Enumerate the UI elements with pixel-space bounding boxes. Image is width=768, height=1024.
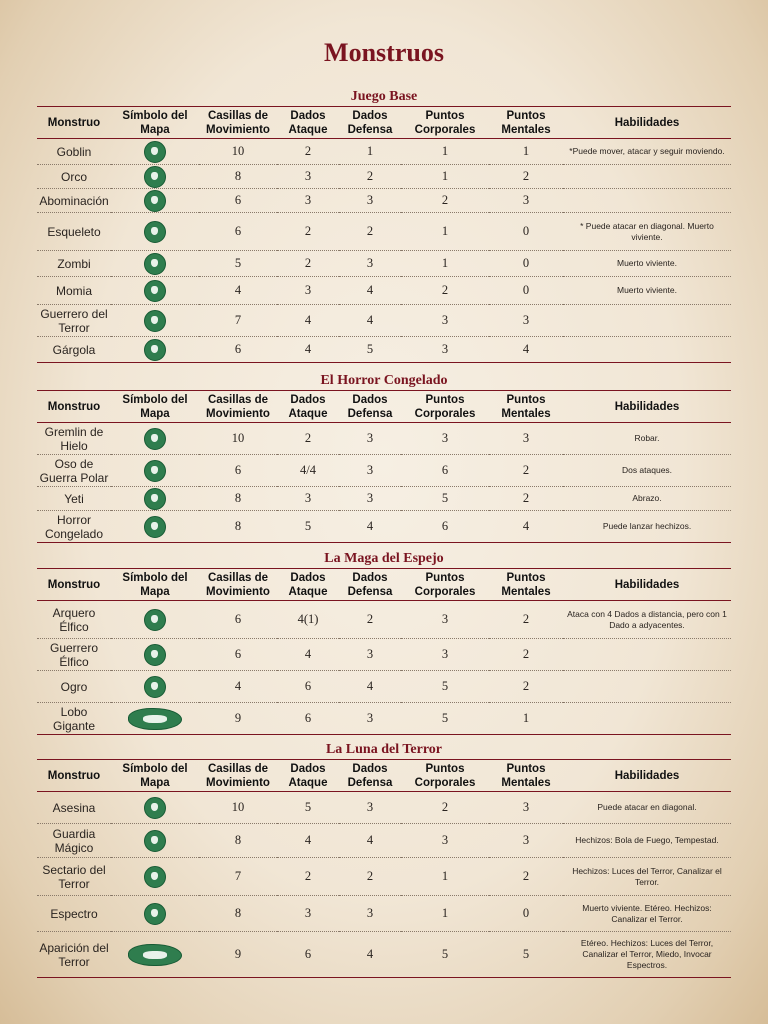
abilities-text: * Puede atacar en diagonal. Muerto viviente. — [563, 213, 731, 251]
defense-dice-value: 4 — [339, 824, 401, 858]
mind-points-value: 0 — [489, 896, 563, 932]
map-symbol-cell — [111, 703, 199, 735]
abilities-text: Muerto viviente. — [563, 251, 731, 277]
body-points-value: 3 — [401, 639, 489, 671]
body-points-value: 2 — [401, 792, 489, 824]
defense-dice-value: 2 — [339, 601, 401, 639]
column-header: Puntos Mentales — [501, 571, 551, 598]
column-header: Dados Ataque — [288, 571, 328, 598]
dread-warrior-icon — [144, 310, 166, 332]
section-title: La Maga del Espejo — [324, 551, 444, 566]
abilities-text: Hechizos: Bola de Fuego, Tempestad. — [563, 824, 731, 858]
column-header: Dados Defensa — [347, 109, 393, 136]
body-points-value: 3 — [401, 601, 489, 639]
movement-value: 6 — [199, 455, 277, 487]
ogre-icon — [144, 676, 166, 698]
body-points-value: 3 — [401, 824, 489, 858]
frozen-horror-icon — [144, 516, 166, 538]
mind-points-value: 3 — [489, 305, 563, 337]
abomination-icon — [144, 190, 166, 212]
orc-icon — [144, 166, 166, 188]
table-row — [37, 703, 731, 735]
column-header: Monstruo — [47, 400, 101, 413]
attack-dice-value: 4 — [277, 305, 339, 337]
movement-value: 8 — [199, 824, 277, 858]
movement-value: 7 — [199, 858, 277, 896]
body-points-value: 5 — [401, 932, 489, 978]
map-symbol-cell — [111, 858, 199, 896]
abilities-text — [563, 671, 731, 703]
column-header: Casillas de Movimiento — [206, 109, 270, 136]
column-header: Monstruo — [47, 769, 101, 782]
elf-archer-icon — [144, 609, 166, 631]
column-header: Habilidades — [614, 400, 680, 413]
map-symbol-cell — [111, 139, 199, 165]
defense-dice-value: 3 — [339, 455, 401, 487]
movement-value: 5 — [199, 251, 277, 277]
monster-name: Oso de Guerra Polar — [37, 455, 111, 487]
movement-value: 10 — [199, 792, 277, 824]
body-points-value: 1 — [401, 251, 489, 277]
mummy-icon — [144, 280, 166, 302]
monster-table — [37, 106, 731, 363]
defense-dice-value: 3 — [339, 189, 401, 213]
mind-points-value: 4 — [489, 337, 563, 363]
map-symbol-cell — [111, 511, 199, 543]
defense-dice-value: 2 — [339, 165, 401, 189]
table-row — [37, 337, 731, 363]
column-header: Dados Defensa — [347, 393, 393, 420]
mind-points-value: 3 — [489, 423, 563, 455]
movement-value: 10 — [199, 139, 277, 165]
map-symbol-cell — [111, 305, 199, 337]
table-row — [37, 896, 731, 932]
attack-dice-value: 3 — [277, 189, 339, 213]
abilities-text — [563, 337, 731, 363]
monster-name: Yeti — [37, 487, 111, 511]
defense-dice-value: 3 — [339, 792, 401, 824]
map-symbol-cell — [111, 639, 199, 671]
column-header: Monstruo — [47, 116, 101, 129]
body-points-value: 1 — [401, 139, 489, 165]
ice-gremlin-icon — [144, 428, 166, 450]
monster-name: Orco — [37, 165, 111, 189]
column-header: Puntos Corporales — [414, 762, 476, 789]
table-row — [37, 858, 731, 896]
column-header: Puntos Corporales — [414, 571, 476, 598]
column-header: Dados Ataque — [288, 393, 328, 420]
column-header: Casillas de Movimiento — [206, 571, 270, 598]
table-row — [37, 305, 731, 337]
body-points-value: 6 — [401, 455, 489, 487]
cultist-icon — [144, 866, 166, 888]
mind-points-value: 1 — [489, 703, 563, 735]
table-row — [37, 824, 731, 858]
defense-dice-value: 3 — [339, 639, 401, 671]
monster-name: Esqueleto — [37, 213, 111, 251]
page-title: Monstruos — [324, 38, 444, 67]
monster-table — [37, 568, 731, 735]
monster-name: Gremlin de Hielo — [37, 423, 111, 455]
map-symbol-cell — [111, 824, 199, 858]
monster-name: Arquero Élfico — [37, 601, 111, 639]
abilities-text: Muerto viviente. Etéreo. Hechizos: Canalizar el Terror. — [563, 896, 731, 932]
giant-wolf-icon — [128, 708, 182, 730]
mind-points-value: 3 — [489, 792, 563, 824]
movement-value: 9 — [199, 703, 277, 735]
movement-value: 9 — [199, 932, 277, 978]
table-row — [37, 511, 731, 543]
table-row — [37, 213, 731, 251]
column-header: Casillas de Movimiento — [206, 393, 270, 420]
movement-value: 6 — [199, 213, 277, 251]
attack-dice-value: 6 — [277, 703, 339, 735]
table-row — [37, 455, 731, 487]
map-symbol-cell — [111, 277, 199, 305]
defense-dice-value: 4 — [339, 511, 401, 543]
abilities-text: Muerto viviente. — [563, 277, 731, 305]
yeti-icon — [144, 488, 166, 510]
table-row — [37, 165, 731, 189]
monster-section — [37, 741, 731, 978]
table-row — [37, 139, 731, 165]
column-header: Símbolo del Mapa — [122, 571, 188, 598]
monster-name: Zombi — [37, 251, 111, 277]
attack-dice-value: 3 — [277, 277, 339, 305]
defense-dice-value: 3 — [339, 251, 401, 277]
column-header: Dados Defensa — [347, 762, 393, 789]
map-symbol-cell — [111, 213, 199, 251]
movement-value: 6 — [199, 189, 277, 213]
table-row — [37, 601, 731, 639]
table-row — [37, 671, 731, 703]
body-points-value: 1 — [401, 165, 489, 189]
monster-name: Guerrero Élfico — [37, 639, 111, 671]
defense-dice-value: 3 — [339, 487, 401, 511]
defense-dice-value: 1 — [339, 139, 401, 165]
abilities-text — [563, 639, 731, 671]
movement-value: 8 — [199, 165, 277, 189]
map-symbol-cell — [111, 601, 199, 639]
monster-name: Guerrero del Terror — [37, 305, 111, 337]
assassin-icon — [144, 797, 166, 819]
abilities-text — [563, 189, 731, 213]
mind-points-value: 0 — [489, 213, 563, 251]
abilities-text: Etéreo. Hechizos: Luces del Terror, Canalizar el Terror, Miedo, Invocar Espectros. — [563, 932, 731, 978]
attack-dice-value: 2 — [277, 251, 339, 277]
defense-dice-value: 3 — [339, 703, 401, 735]
abilities-text — [563, 703, 731, 735]
monster-section — [37, 372, 731, 543]
map-symbol-cell — [111, 671, 199, 703]
abilities-text: Hechizos: Luces del Terror, Canalizar el Terror. — [563, 858, 731, 896]
body-points-value: 1 — [401, 213, 489, 251]
table-row — [37, 932, 731, 978]
column-header: Símbolo del Mapa — [122, 109, 188, 136]
body-points-value: 2 — [401, 277, 489, 305]
mind-points-value: 3 — [489, 824, 563, 858]
column-header: Habilidades — [614, 578, 680, 591]
elf-warrior-icon — [144, 644, 166, 666]
table-row — [37, 639, 731, 671]
monster-name: Lobo Gigante — [37, 703, 111, 735]
attack-dice-value: 3 — [277, 487, 339, 511]
monster-name: Abominación — [37, 189, 111, 213]
mind-points-value: 2 — [489, 487, 563, 511]
body-points-value: 5 — [401, 671, 489, 703]
map-symbol-cell — [111, 455, 199, 487]
map-symbol-cell — [111, 487, 199, 511]
column-header: Dados Ataque — [288, 762, 328, 789]
attack-dice-value: 4(1) — [277, 601, 339, 639]
attack-dice-value: 2 — [277, 423, 339, 455]
attack-dice-value: 4 — [277, 639, 339, 671]
body-points-value: 5 — [401, 703, 489, 735]
mind-points-value: 5 — [489, 932, 563, 978]
movement-value: 4 — [199, 277, 277, 305]
attack-dice-value: 4 — [277, 824, 339, 858]
monster-name: Horror Congelado — [37, 511, 111, 543]
monster-name: Goblin — [37, 139, 111, 165]
body-points-value: 5 — [401, 487, 489, 511]
table-row — [37, 189, 731, 213]
monster-section — [37, 88, 731, 363]
map-symbol-cell — [111, 165, 199, 189]
abilities-text — [563, 165, 731, 189]
column-header: Símbolo del Mapa — [122, 393, 188, 420]
attack-dice-value: 4 — [277, 337, 339, 363]
abilities-text: Dos ataques. — [563, 455, 731, 487]
section-title: Juego Base — [350, 89, 418, 104]
zombie-icon — [144, 253, 166, 275]
column-header: Habilidades — [614, 769, 680, 782]
map-symbol-cell — [111, 251, 199, 277]
movement-value: 8 — [199, 487, 277, 511]
abilities-text: *Puede mover, atacar y seguir moviendo. — [563, 139, 731, 165]
body-points-value: 6 — [401, 511, 489, 543]
column-header: Puntos Mentales — [501, 762, 551, 789]
body-points-value: 3 — [401, 423, 489, 455]
body-points-value: 1 — [401, 858, 489, 896]
monster-name: Guardia Mágico — [37, 824, 111, 858]
map-symbol-cell — [111, 337, 199, 363]
map-symbol-cell — [111, 423, 199, 455]
monster-name: Aparición del Terror — [37, 932, 111, 978]
attack-dice-value: 2 — [277, 858, 339, 896]
attack-dice-value: 5 — [277, 511, 339, 543]
skeleton-icon — [144, 221, 166, 243]
mind-points-value: 0 — [489, 251, 563, 277]
abilities-text — [563, 305, 731, 337]
movement-value: 10 — [199, 423, 277, 455]
dread-apparition-icon — [128, 944, 182, 966]
monster-name: Sectario del Terror — [37, 858, 111, 896]
defense-dice-value: 2 — [339, 858, 401, 896]
column-header: Dados Defensa — [347, 571, 393, 598]
table-row — [37, 251, 731, 277]
mind-points-value: 2 — [489, 455, 563, 487]
defense-dice-value: 4 — [339, 932, 401, 978]
mind-points-value: 2 — [489, 639, 563, 671]
map-symbol-cell — [111, 896, 199, 932]
defense-dice-value: 4 — [339, 671, 401, 703]
map-symbol-cell — [111, 792, 199, 824]
table-row — [37, 423, 731, 455]
mind-points-value: 2 — [489, 165, 563, 189]
attack-dice-value: 6 — [277, 932, 339, 978]
table-row — [37, 277, 731, 305]
attack-dice-value: 3 — [277, 896, 339, 932]
movement-value: 6 — [199, 337, 277, 363]
defense-dice-value: 4 — [339, 305, 401, 337]
goblin-icon — [144, 141, 166, 163]
attack-dice-value: 4/4 — [277, 455, 339, 487]
abilities-text: Ataca con 4 Dados a distancia, pero con 1 Dado a adyacentes. — [563, 601, 731, 639]
mind-points-value: 2 — [489, 858, 563, 896]
specter-icon — [144, 903, 166, 925]
column-header: Puntos Corporales — [414, 393, 476, 420]
defense-dice-value: 2 — [339, 213, 401, 251]
column-header: Puntos Mentales — [501, 393, 551, 420]
mind-points-value: 4 — [489, 511, 563, 543]
monster-name: Gárgola — [37, 337, 111, 363]
mind-points-value: 2 — [489, 671, 563, 703]
monster-table — [37, 390, 731, 543]
movement-value: 8 — [199, 896, 277, 932]
monster-section — [37, 550, 731, 735]
section-title: La Luna del Terror — [325, 742, 443, 757]
abilities-text: Puede atacar en diagonal. — [563, 792, 731, 824]
body-points-value: 3 — [401, 337, 489, 363]
monster-name: Asesina — [37, 792, 111, 824]
abilities-text: Robar. — [563, 423, 731, 455]
table-row — [37, 487, 731, 511]
polar-bear-icon — [144, 460, 166, 482]
movement-value: 8 — [199, 511, 277, 543]
section-title: El Horror Congelado — [320, 373, 448, 388]
defense-dice-value: 3 — [339, 423, 401, 455]
monster-name: Espectro — [37, 896, 111, 932]
attack-dice-value: 2 — [277, 139, 339, 165]
mind-points-value: 3 — [489, 189, 563, 213]
mind-points-value: 2 — [489, 601, 563, 639]
column-header: Puntos Mentales — [501, 109, 551, 136]
movement-value: 4 — [199, 671, 277, 703]
mind-points-value: 0 — [489, 277, 563, 305]
column-header: Monstruo — [47, 578, 101, 591]
gargoyle-icon — [144, 339, 166, 361]
abilities-text: Abrazo. — [563, 487, 731, 511]
abilities-text: Puede lanzar hechizos. — [563, 511, 731, 543]
defense-dice-value: 3 — [339, 896, 401, 932]
map-symbol-cell — [111, 189, 199, 213]
column-header: Habilidades — [614, 116, 680, 129]
monster-table — [37, 759, 731, 978]
magic-guard-icon — [144, 830, 166, 852]
column-header: Casillas de Movimiento — [206, 762, 270, 789]
monster-name: Ogro — [37, 671, 111, 703]
column-header: Dados Ataque — [288, 109, 328, 136]
map-symbol-cell — [111, 932, 199, 978]
defense-dice-value: 4 — [339, 277, 401, 305]
body-points-value: 1 — [401, 896, 489, 932]
table-row — [37, 792, 731, 824]
column-header: Puntos Corporales — [414, 109, 476, 136]
attack-dice-value: 2 — [277, 213, 339, 251]
movement-value: 6 — [199, 601, 277, 639]
monster-name: Momia — [37, 277, 111, 305]
attack-dice-value: 3 — [277, 165, 339, 189]
mind-points-value: 1 — [489, 139, 563, 165]
defense-dice-value: 5 — [339, 337, 401, 363]
body-points-value: 2 — [401, 189, 489, 213]
body-points-value: 3 — [401, 305, 489, 337]
column-header: Símbolo del Mapa — [122, 762, 188, 789]
movement-value: 6 — [199, 639, 277, 671]
attack-dice-value: 6 — [277, 671, 339, 703]
attack-dice-value: 5 — [277, 792, 339, 824]
movement-value: 7 — [199, 305, 277, 337]
